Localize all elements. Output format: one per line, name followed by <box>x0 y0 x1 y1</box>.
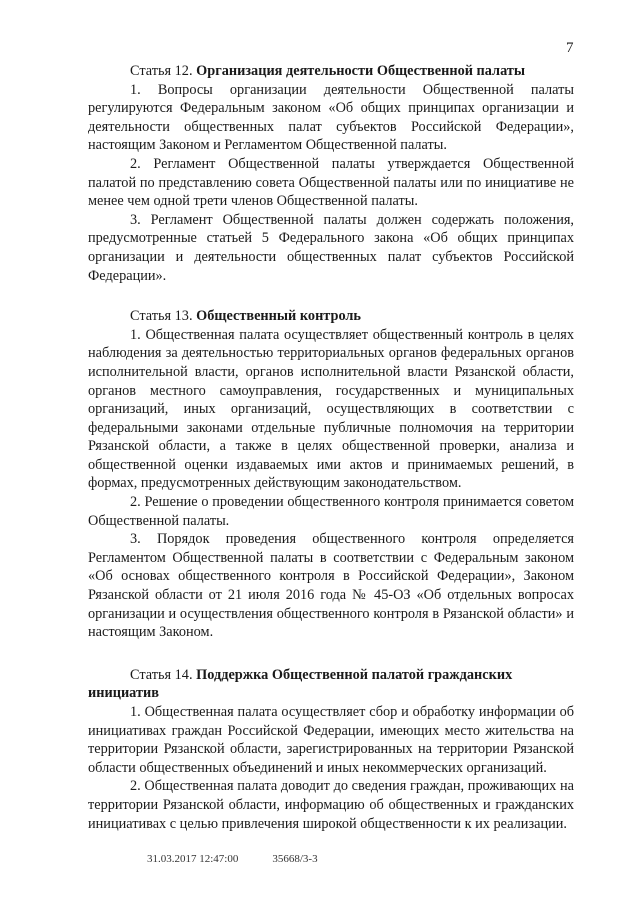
paragraph: 2. Общественная палата доводит до сведения граждан, проживающих на территории Рязанской области, информацию об общественных и гражданских инициативах с целью привлечения широкой общественности к их реализации. <box>88 778 574 832</box>
article-number: Статья 14. <box>130 666 193 683</box>
page-number: 7 <box>566 40 574 56</box>
paragraph: 1. Общественная палата осуществляет общественный контроль в целях наблюдения за деятельностью территориальных органов федеральных органов исполнительной власти, органов исполнительной власти Рязанской области, органов местного самоуправления, государственных и муниципальных организаций, иных организаций, осуществляющих в соответствии с федеральными законами отдельные публичные полномочия на территории Рязанской области, а также в целях общественной проверки, анализа и общественной оценки издаваемых ими актов и принимаемых решений, в формах, предусмотренных действующим законодательством. <box>88 326 574 492</box>
paragraph: 3. Порядок проведения общественного контроля определяется Регламентом Общественной палаты в соответствии с Федеральным законом «Об основах общественного контроля в Российской Федерации», Законом Рязанской области от 21 июля 2016 года № 45-ОЗ «Об отдельных вопросах организации и осуществления общественного контроля в Рязанской области» и настоящим Законом. <box>88 531 574 641</box>
article-heading <box>88 307 574 326</box>
paragraph: 1. Вопросы организации деятельности Общественной палаты регулируются Федеральным законом «Об общих принципах организации и деятельности общественных палат субъектов Российской Федерации», настоящим Законом и Регламентом Общественной палаты. <box>88 81 574 154</box>
article-title: Общественный контроль <box>196 308 361 325</box>
article-title: Поддержка Общественной палатой гражданских инициатив <box>88 666 513 702</box>
article-number: Статья 13. <box>130 308 193 325</box>
article-title: Организация деятельности Общественной палаты <box>196 63 526 79</box>
paragraph: 3. Регламент Общественной палаты должен содержать положения, предусмотренные статьей 5 Федерального закона «Об общих принципах организации и деятельности общественных палат субъектов Российской Федерации». <box>88 211 574 284</box>
document-body <box>88 62 574 833</box>
paragraph: 2. Решение о проведении общественного контроля принимается советом Общественной палаты. <box>88 494 574 529</box>
footer-doc-code: 35668/3-3 <box>272 853 318 865</box>
paragraph: 2. Регламент Общественной палаты утверждается Общественной палатой по представлению совета Общественной палаты или по инициативе не менее чем одной трети членов Общественной палаты. <box>88 155 574 210</box>
footer-timestamp: 31.03.2017 12:47:00 <box>147 853 239 865</box>
article-number: Статья 12. <box>130 63 193 79</box>
paragraph: 1. Общественная палата осуществляет сбор и обработку информации об инициативах граждан Российской Федерации, имеющих место жительства на территории Рязанской области, зарегистрированных на территории Рязанской области общественных объединений и иных некоммерческих организаций. <box>88 704 574 776</box>
article-heading <box>88 666 574 703</box>
article-heading <box>88 62 574 81</box>
footer <box>147 853 318 865</box>
